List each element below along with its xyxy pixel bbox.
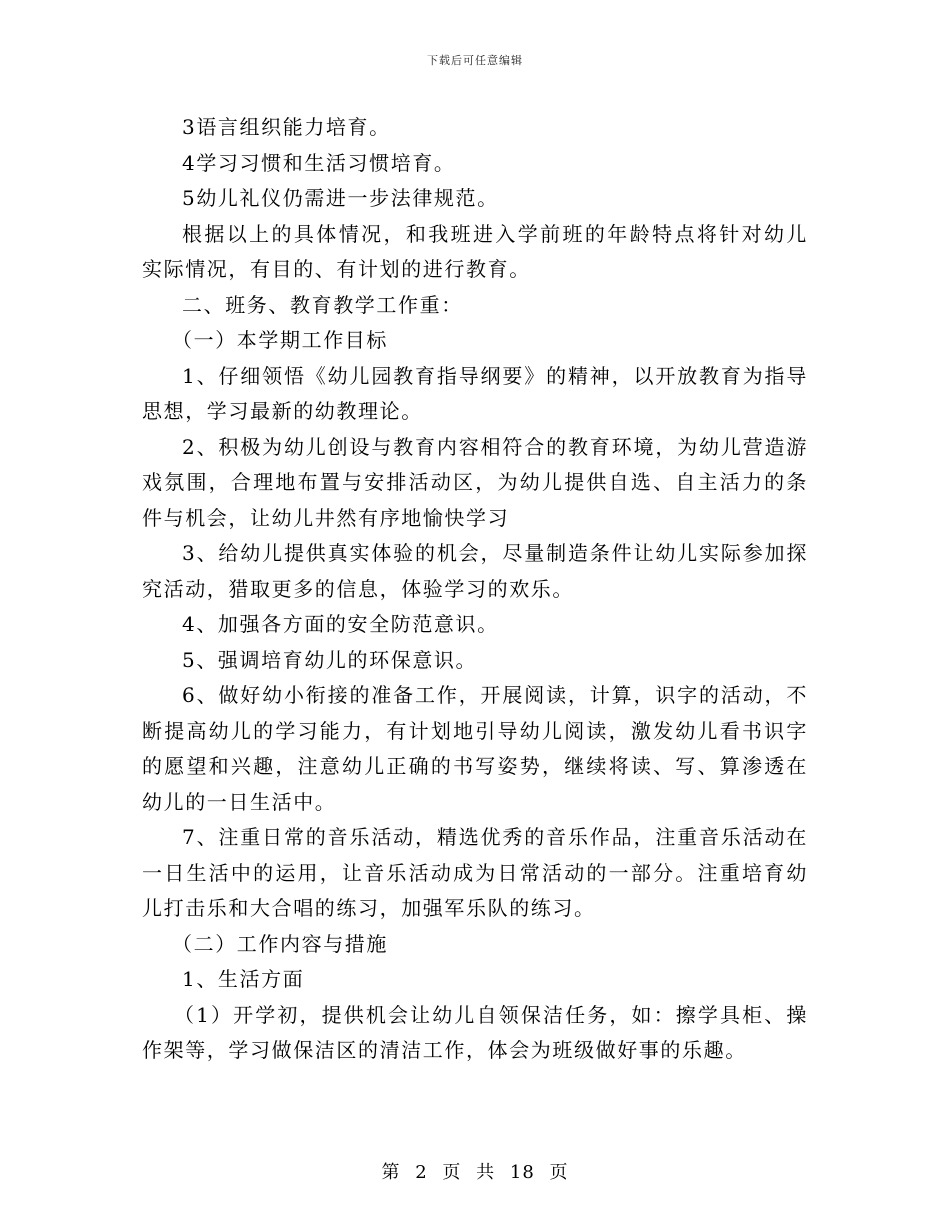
paragraph: 7、注重日常的音乐活动，精选优秀的音乐作品，注重音乐活动在一日生活中的运用，让音乐活动成为日常活动的一部分。注重培育幼儿打击乐和大合唱的练习，加强军乐队的练习。	[142, 825, 808, 920]
subsection-heading: （二）工作内容与措施	[172, 931, 388, 956]
subsection-heading: （一）本学期工作目标	[172, 328, 388, 352]
page-number-middle2: 共	[476, 1162, 496, 1183]
paragraph: 4、加强各方面的安全防范意识。	[182, 612, 499, 636]
paragraph: （1）开学初，提供机会让幼儿自领保洁任务，如：擦学具柜、操作架等，学习做保洁区的清洁工作，体会为班级做好事的乐趣。	[142, 1002, 808, 1062]
section-heading: 二、班务、教育教学工作重：	[182, 292, 463, 317]
paragraph: 4学习习惯和生活习惯培育。	[182, 150, 456, 175]
paragraph: 根据以上的具体情况，和我班进入学前班的年龄特点将针对幼儿实际情况，有目的、有计划的进行教育。	[142, 221, 808, 281]
paragraph: 1、生活方面	[182, 967, 305, 991]
paragraph: 5幼儿礼仪仍需进一步法律规范。	[182, 186, 499, 210]
page-number-suffix: 页	[549, 1162, 569, 1183]
page-number-prefix: 第	[381, 1162, 401, 1183]
page-header-note: 下载后可任意编辑	[427, 54, 523, 67]
paragraph: 3、给幼儿提供真实体验的机会，尽量制造条件让幼儿实际参加探究活动，猎取更多的信息，体验学习的欢乐。	[142, 541, 808, 601]
paragraph: 6、做好幼小衔接的准备工作，开展阅读，计算，识字的活动，不断提高幼儿的学习能力，有计划地引导幼儿阅读，激发幼儿看书识字的愿望和兴趣，注意幼儿正确的书写姿势，继续将读、写、算渗透在幼儿的一日生活中。	[142, 683, 808, 814]
paragraph: 3语言组织能力培育。	[182, 115, 391, 139]
page-number-middle1: 页	[442, 1162, 462, 1183]
page-number-total: 18	[509, 1162, 535, 1183]
page-number-current: 2	[415, 1162, 428, 1183]
page-footer	[0, 1158, 950, 1184]
paragraph: 1、仔细领悟《幼儿园教育指导纲要》的精神，以开放教育为指导思想，学习最新的幼教理论。	[142, 363, 808, 423]
paragraph: 2、积极为幼儿创设与教育内容相符合的教育环境，为幼儿营造游戏氛围，合理地布置与安排活动区，为幼儿提供自选、自主活力的条件与机会，让幼儿井然有序地愉快学习	[142, 434, 808, 530]
document-body	[142, 110, 808, 1069]
paragraph: 5、强调培育幼儿的环保意识。	[182, 647, 478, 672]
